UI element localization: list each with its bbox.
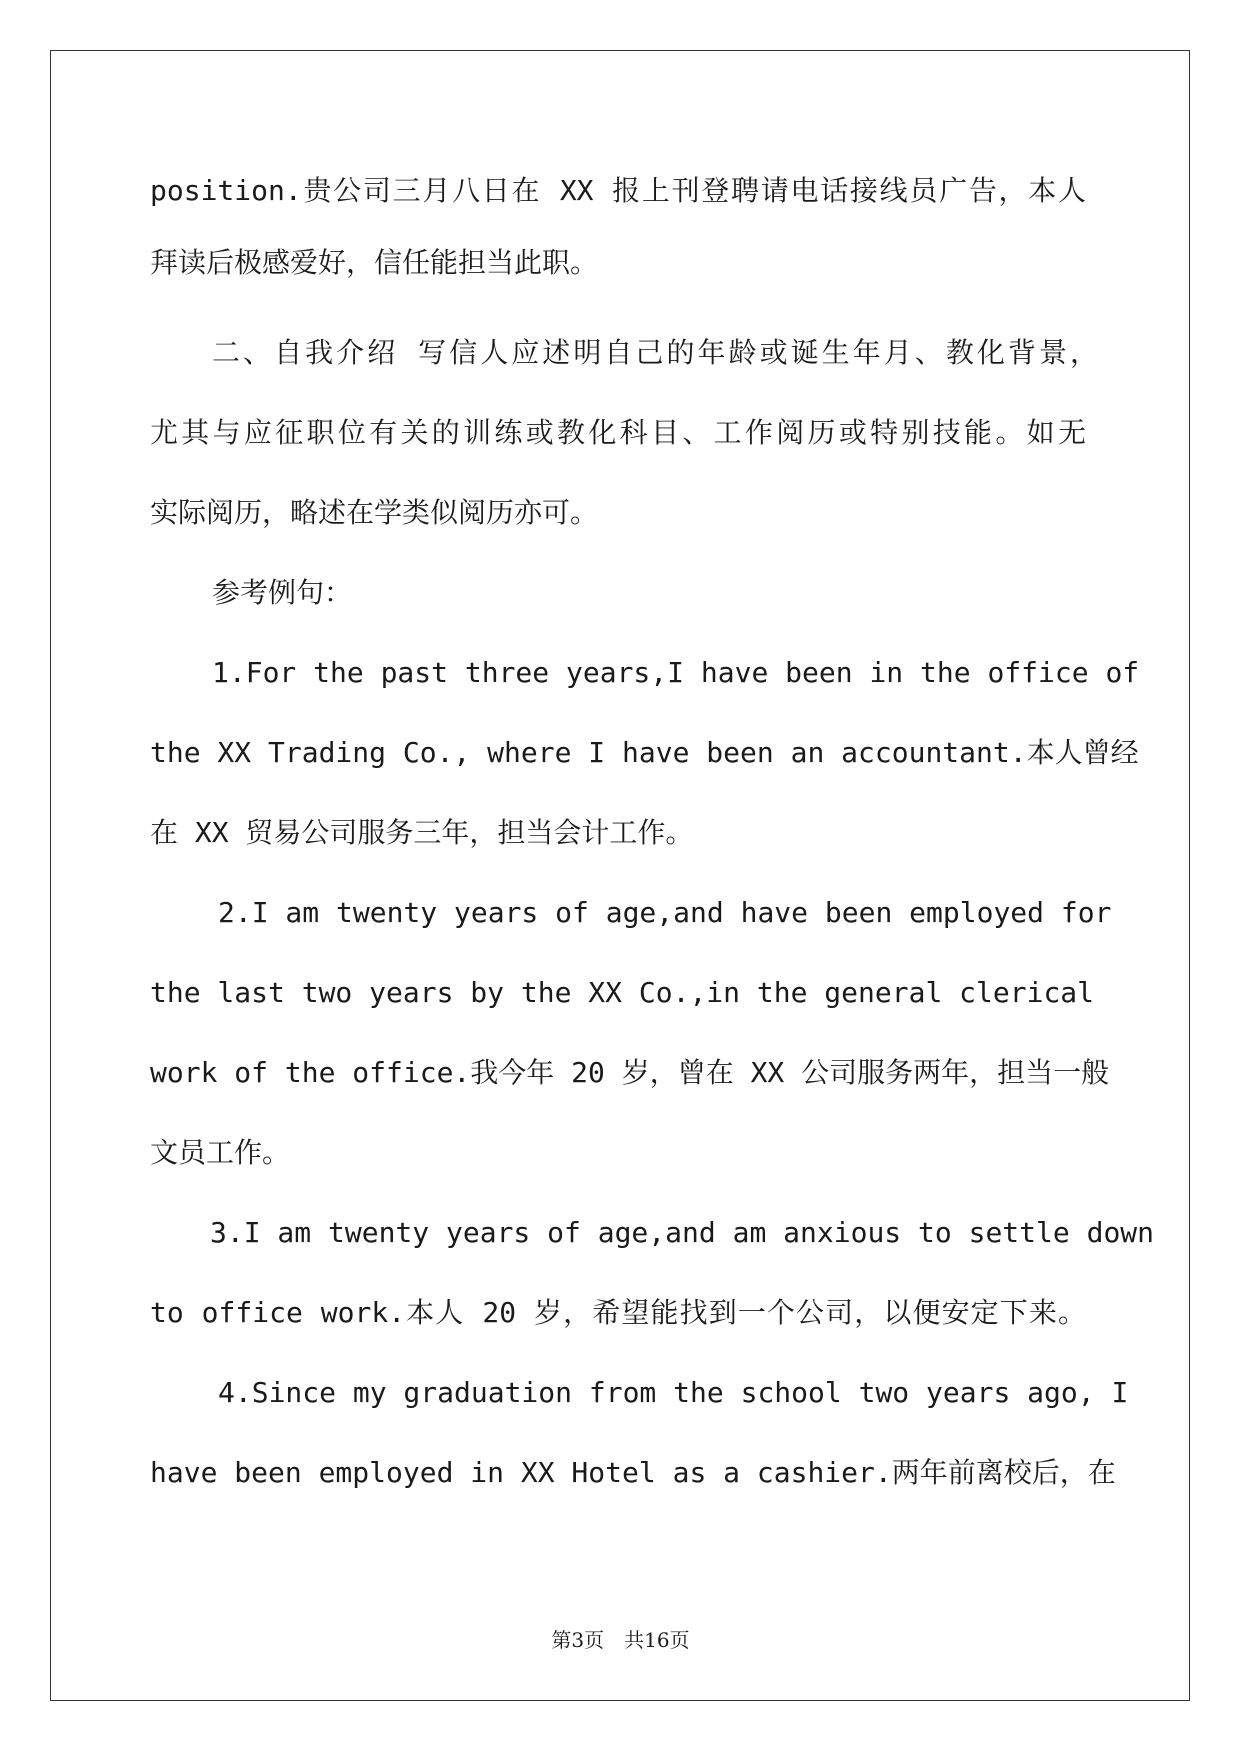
text-line-3: 二、自我介绍 写信人应述明自己的年龄或诞生年月、教化背景，	[212, 336, 1098, 369]
text-line-5: 实际阅历，略述在学类似阅历亦可。	[150, 496, 599, 529]
page-border	[50, 50, 1190, 1701]
text-line-8: the XX Trading Co., where I have been an accountant.本人曾经	[150, 736, 1139, 769]
text-line-12: work of the office.我今年 20 岁，曾在 XX 公司服务两年，担当一般	[150, 1056, 1110, 1089]
text-line-16: 4.Since my graduation from the school two years ago, I	[218, 1376, 1129, 1409]
text-line-1: position.贵公司三月八日在 XX 报上刊登聘请电话接线员广告，本人	[150, 174, 1086, 207]
text-line-7: 1.For the past three years,I have been in the office of	[212, 656, 1140, 689]
text-line-10: 2.I am twenty years of age,and have been employed for	[218, 896, 1112, 929]
text-line-11: the last two years by the XX Co.,in the general clerical	[150, 976, 1095, 1009]
text-line-15: to office work.本人 20 岁，希望能找到一个公司，以便安定下来。	[150, 1296, 1086, 1329]
page-number: 第3页	[551, 1628, 605, 1652]
text-line-4: 尤其与应征职位有关的训练或教化科目、工作阅历或特别技能。如无	[150, 416, 1086, 449]
text-line-6: 参考例句：	[212, 576, 353, 609]
text-line-13: 文员工作。	[150, 1136, 291, 1169]
text-line-9: 在 XX 贸易公司服务三年，担当会计工作。	[150, 816, 694, 849]
text-line-14: 3.I am twenty years of age,and am anxious to settle down	[210, 1216, 1155, 1249]
text-line-17: have been employed in XX Hotel as a cashier.两年前离校后，在	[150, 1456, 1116, 1489]
text-line-2: 拜读后极感爱好，信任能担当此职。	[150, 246, 599, 279]
page-total: 共16页	[624, 1628, 690, 1652]
page-footer	[0, 1624, 1241, 1653]
